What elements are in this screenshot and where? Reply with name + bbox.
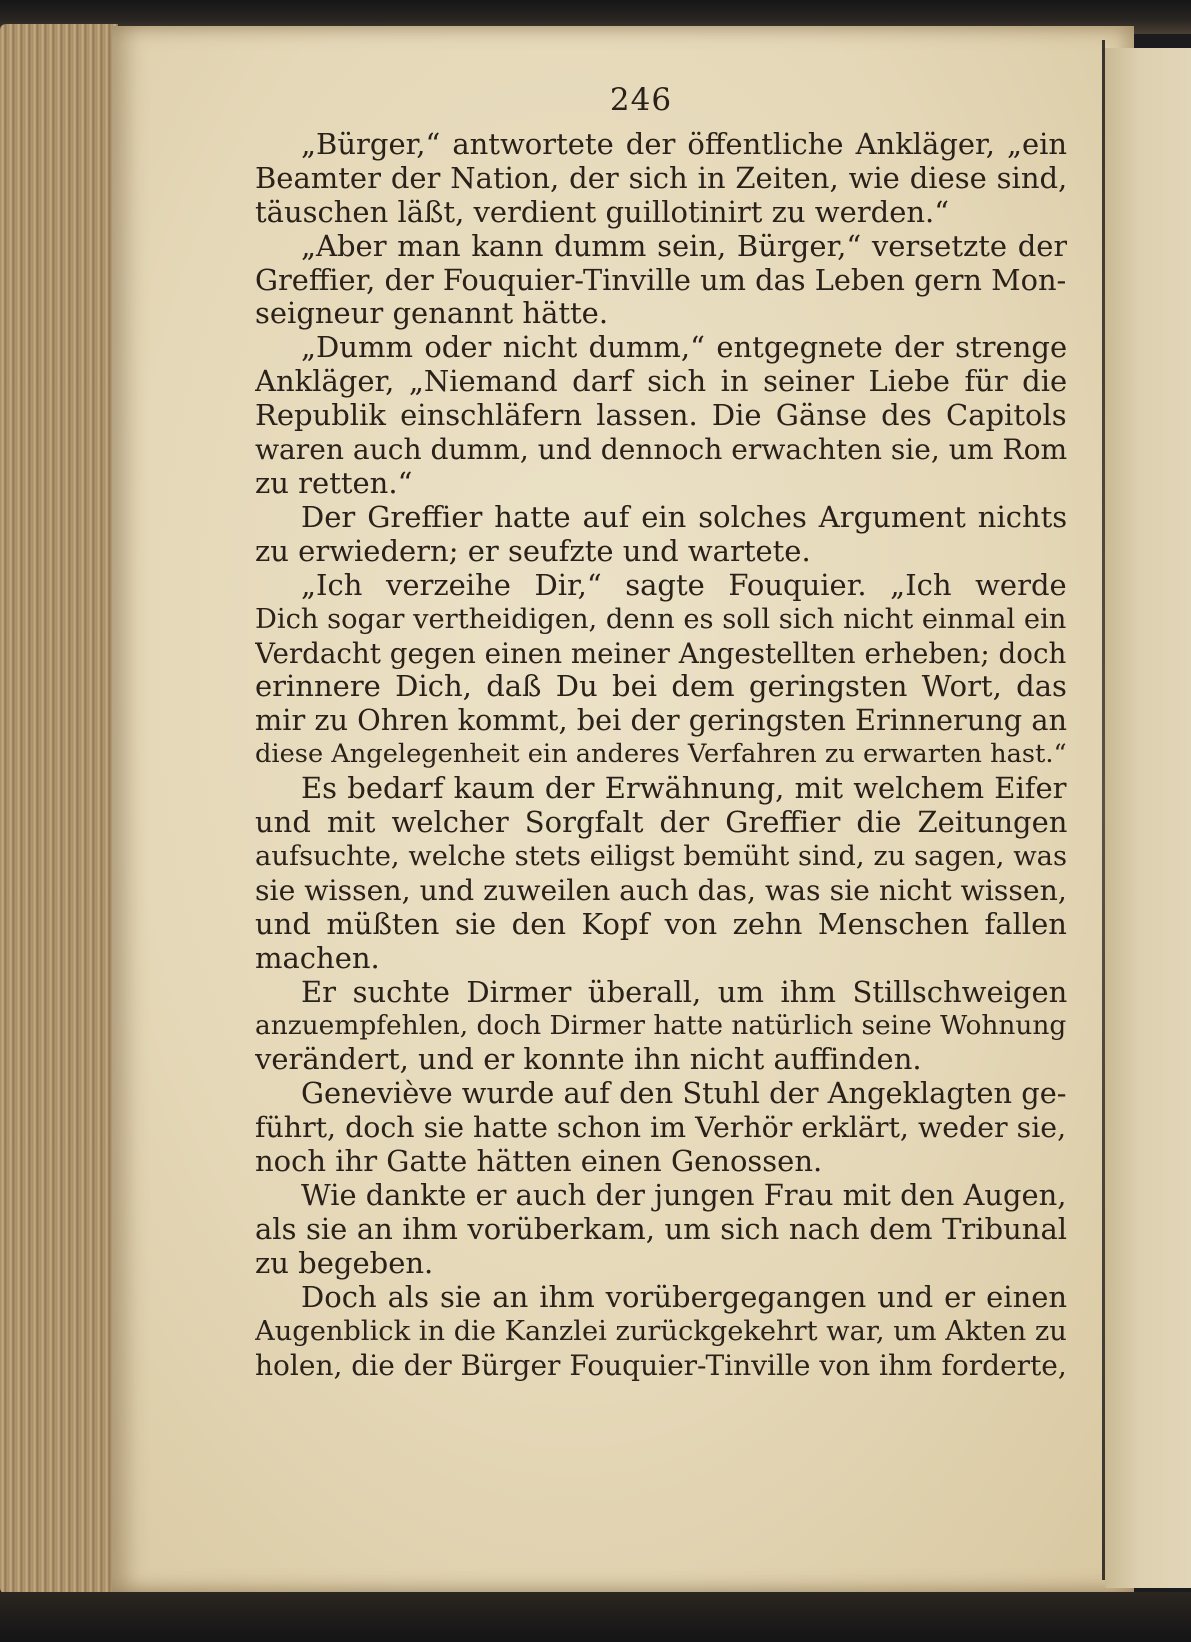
paragraphs	[255, 128, 1067, 1383]
text-line: waren auch dumm, und dennoch erwachten sie, um Rom	[255, 433, 1067, 467]
page-text	[255, 84, 1067, 1382]
text-line: noch ihr Gatte hätten einen Genossen.	[255, 1145, 823, 1179]
text-line: Greffier, der Fouquier-Tinville um das Leben gern Mon-	[255, 263, 1067, 297]
text-line: „Aber man kann dumm sein, Bürger,“ versetzte der	[301, 229, 1067, 263]
text-line: Ankläger, „Niemand darf sich in seiner Liebe für die	[255, 365, 1067, 399]
text-line: Er suchte Dirmer überall, um ihm Stillschweigen	[301, 975, 1067, 1009]
text-line: als sie an ihm vorüberkam, um sich nach dem Tribunal	[255, 1212, 1067, 1246]
text-line: Wie dankte er auch der jungen Frau mit den Augen,	[301, 1179, 1067, 1212]
text-line: „Bürger,“ antwortete der öffentliche Ankläger, „ein	[301, 127, 1067, 161]
text-line: holen, die der Bürger Fouquier-Tinville von ihm forderte,	[255, 1348, 1067, 1382]
text-line: seigneur genannt hätte.	[255, 297, 609, 331]
paragraph	[255, 1077, 1067, 1179]
text-line: Beamter der Nation, der sich in Zeiten, wie diese sind,	[255, 161, 1067, 195]
text-line: Es bedarf kaum der Erwähnung, mit welchem Eifer	[301, 772, 1067, 806]
text-line: anzuempfehlen, doch Dirmer hatte natürlich seine Wohnung	[255, 1010, 1067, 1042]
text-line: „Dumm oder nicht dumm,“ entgegnete der strenge	[301, 331, 1067, 365]
text-line: diese Angelegenheit ein anderes Verfahren zu erwarten hast.“	[255, 739, 1067, 770]
text-line: Dich sogar vertheidigen, denn es soll sich nicht einmal ein	[255, 603, 1067, 635]
paragraph	[255, 501, 1067, 569]
text-line: aufsuchte, welche stets eiligst bemüht sind, zu sagen, was	[255, 840, 1067, 872]
text-line: Der Greffier hatte auf ein solches Argument nichts	[301, 500, 1067, 534]
text-line: zu retten.“	[255, 466, 413, 500]
page-stack-edge	[0, 24, 118, 1594]
text-line: zu erwiedern; er seufzte und wartete.	[255, 534, 811, 568]
text-line: Republik einschläfern lassen. Die Gänse des Capitols	[255, 399, 1067, 433]
text-line: Verdacht gegen einen meiner Angestellten erheben; doch	[255, 636, 1067, 670]
text-line: verändert, und er konnte ihn nicht auffinden.	[255, 1043, 922, 1077]
text-line: erinnere Dich, daß Du bei dem geringsten Wort, das	[255, 670, 1067, 704]
paragraph	[255, 230, 1067, 332]
text-line: sie wissen, und zuweilen auch das, was sie nicht wissen,	[255, 873, 1067, 907]
text-line: mir zu Ohren kommt, bei der geringsten Erinnerung an	[255, 704, 1067, 738]
text-line: Augenblick in die Kanzlei zurückgekehrt war, um Akten zu	[255, 1315, 1067, 1347]
paragraph	[255, 1281, 1067, 1383]
text-line: führt, doch sie hatte schon im Verhör erklärt, weder sie,	[255, 1111, 1067, 1145]
paragraph	[255, 569, 1067, 772]
paragraph	[255, 976, 1067, 1078]
text-line: „Ich verzeihe Dir,“ sagte Fouquier. „Ich werde	[301, 568, 1067, 602]
text-line: Doch als sie an ihm vorübergegangen und er einen	[301, 1280, 1067, 1314]
page-number: 246	[609, 82, 673, 118]
paragraph	[255, 772, 1067, 975]
text-line: und müßten sie den Kopf von zehn Menschen fallen	[255, 907, 1067, 941]
text-line: machen.	[255, 941, 380, 975]
text-line: Geneviève wurde auf den Stuhl der Angeklagten ge-	[301, 1077, 1067, 1111]
text-line: täuschen läßt, verdient guillotinirt zu werden.“	[255, 195, 950, 229]
book-bottom-edge	[0, 1592, 1191, 1642]
paragraph	[255, 128, 1067, 230]
paragraph	[255, 331, 1067, 501]
text-line: und mit welcher Sorgfalt der Greffier die Zeitungen	[255, 806, 1067, 840]
facing-page-edge	[1105, 48, 1191, 1588]
text-line: zu begeben.	[255, 1246, 434, 1280]
paragraph	[255, 1179, 1067, 1281]
